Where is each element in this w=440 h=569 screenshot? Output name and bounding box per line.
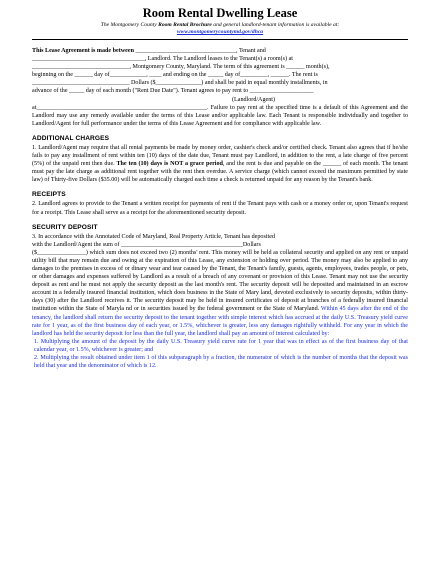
additional-charges-section xyxy=(32,144,408,184)
interest-item-2: 2. Multiplying the result obtained under item 1 of this subparagraph by a fraction, the numerator of which is the number of months that the deposit was held that year and the denominator of which is 12. xyxy=(34,355,408,370)
intro-line-3: ________________________________, Montgomery County, Maryland. The term of this agreement is ______ month(s), xyxy=(32,64,330,71)
intro-line-6: advance of the _____ day of each month ("Rent Due Date"). Tenant agrees to pay rent to _____________________ xyxy=(32,88,314,95)
intro-section xyxy=(32,47,408,128)
grace-period-notice: The ten (10) days is NOT a grace period xyxy=(114,161,223,168)
intro-line-4: beginning on the ______ day of____________, ____ and ending on the _____ day of_________, ______. The rent is xyxy=(32,72,318,79)
interest-item-1: 1. Multiplying the amount of the deposit by the daily U.S. Treasury yield curve rate for 1 year that was in effect as of the first business day of that calendar year, or 1.5%, whichever is greater; and xyxy=(34,338,408,353)
intro-line-5: ________________________________ Dollars ($_______________) and shall be paid in equal monthly installments, in xyxy=(32,80,328,87)
deposit-text: ($________________) which sum does not exceed two (2) months' rent. This money will be held as collateral security and applied on any rent or unpaid utility bill that may remain due and owing at the expiration of this Lease, any extension or holding over period. The money may also be applied to any damages to the premises in excess of or dinary wear and tear caused by the Tenant, the Tenant's family, guests, agents, employees, trades people, or pets, or other damages and expenses suffered by Landlord as a result of a breach of any covenant or provision of this Lease. Tenant may not use the security deposit as rent and he must not apply the security deposit as the last month's rent. The security deposit will be deposited and maintained in an escrow account in a federally insured financial institution, which does business in the State of Mary land, devoted exclusively to security deposits, within thirty- days (30) after the Landlord receives it. The security deposit may be held in insured certificates of deposit at branches of a federally insured financial institution within the State of Maryla nd or in securities issued by the federal government or the State of Maryland. xyxy=(32,249,408,313)
tenant-label: , Tenant and xyxy=(236,48,266,54)
intro-line-1 xyxy=(32,47,408,55)
intro-line-8: at________________________________________________________. Failure to pay rent at the specified time is a default of this Agreement and the Landlord may use any remedy available under the terms of this Lease and/or applicable law. Each Tenant is responsible individually and together to Landlord/Agent for full performance under the terms of this Lease Agreement and for compliance with applicable law. xyxy=(32,104,408,127)
charges-text: 1. Landlord/Agent may require that all rental payments be made by money order, cashier's check and/or certified check. Tenant also agrees that if he/she fails to pay any installment of rent within ten (10) days of the date due, Tenant must pay Landlord, in addition to the rent, a late charge of five percent (5%) of the unpaid rent then due. xyxy=(32,144,408,168)
deposit-paragraph xyxy=(32,249,408,338)
intro-lead: This Lease Agreement xyxy=(32,48,90,54)
info-subtitle xyxy=(32,22,408,29)
security-deposit-heading: SECURITY DEPOSIT xyxy=(32,223,98,231)
subtitle-pre: The Montgomery County xyxy=(100,22,159,28)
intro-line-7: (Landlord/Agent) xyxy=(232,96,275,103)
intro-line-2: _____________________________________, Landlord. The Landlord leases to the Tenant(s) a room(s) at xyxy=(32,56,293,63)
document-title: Room Rental Dwelling Lease xyxy=(142,6,298,20)
deposit-return-text: Within 45 days after the end of the tenancy, the landlord shall return the security deposit to the tenant together with simple interest which has accrued at the daily U.S. Treasury yield curve rate for 1 year, as of the first business day of each year, or 1.5%, whichever is greater, less any damages rightfully withheld. For any year in which the landlord has held the security deposit for less than the full year, the landlord shall pay an amount of interest calculated by: xyxy=(32,306,409,337)
header-divider xyxy=(32,39,408,40)
additional-charges-heading: ADDITIONAL CHARGES xyxy=(32,134,110,142)
tenant-blank: _________________________________ xyxy=(135,48,237,54)
subtitle-post: and general landlord-tenant information is available at: xyxy=(211,22,340,28)
deposit-line-a: 3. In accordance with the Annotated Code of Maryland, Real Property Article, Tenant has deposited xyxy=(32,233,275,240)
intro-made-between: is made between xyxy=(89,48,134,54)
deposit-line-b: with the Landlord/Agent the sum of ________________________________________Dollars xyxy=(32,241,261,248)
subtitle-brochure: Room Rental Brochure xyxy=(158,22,212,28)
additional-charges-paragraph xyxy=(32,144,408,184)
security-deposit-section xyxy=(32,233,408,371)
receipts-section xyxy=(32,200,408,216)
receipts-heading: RECEIPTS xyxy=(32,191,66,199)
charges-text-tail: , and the rent is due and payable on the ______ of each month. The tenant must pay the late charge as additional rent together with the rent then overdue. A service charge (which cannot exceed the maximum permitted by state law) of Thirty-five Dollars ($35.00) will be automatically charged each time a check is returned unpaid for any reason by the Tenant's bank. xyxy=(32,161,408,184)
receipts-paragraph: 2. Landlord agrees to provide to the Tenant a written receipt for payments of rent if the Tenant pays with cash or a money order or, upon Tenant's request for a receipt. This Lease shall serve as a receipt for the aforementioned security deposit. xyxy=(32,201,408,216)
website-link[interactable]: www.montgomerycountymd.gov/dhca xyxy=(176,29,264,35)
